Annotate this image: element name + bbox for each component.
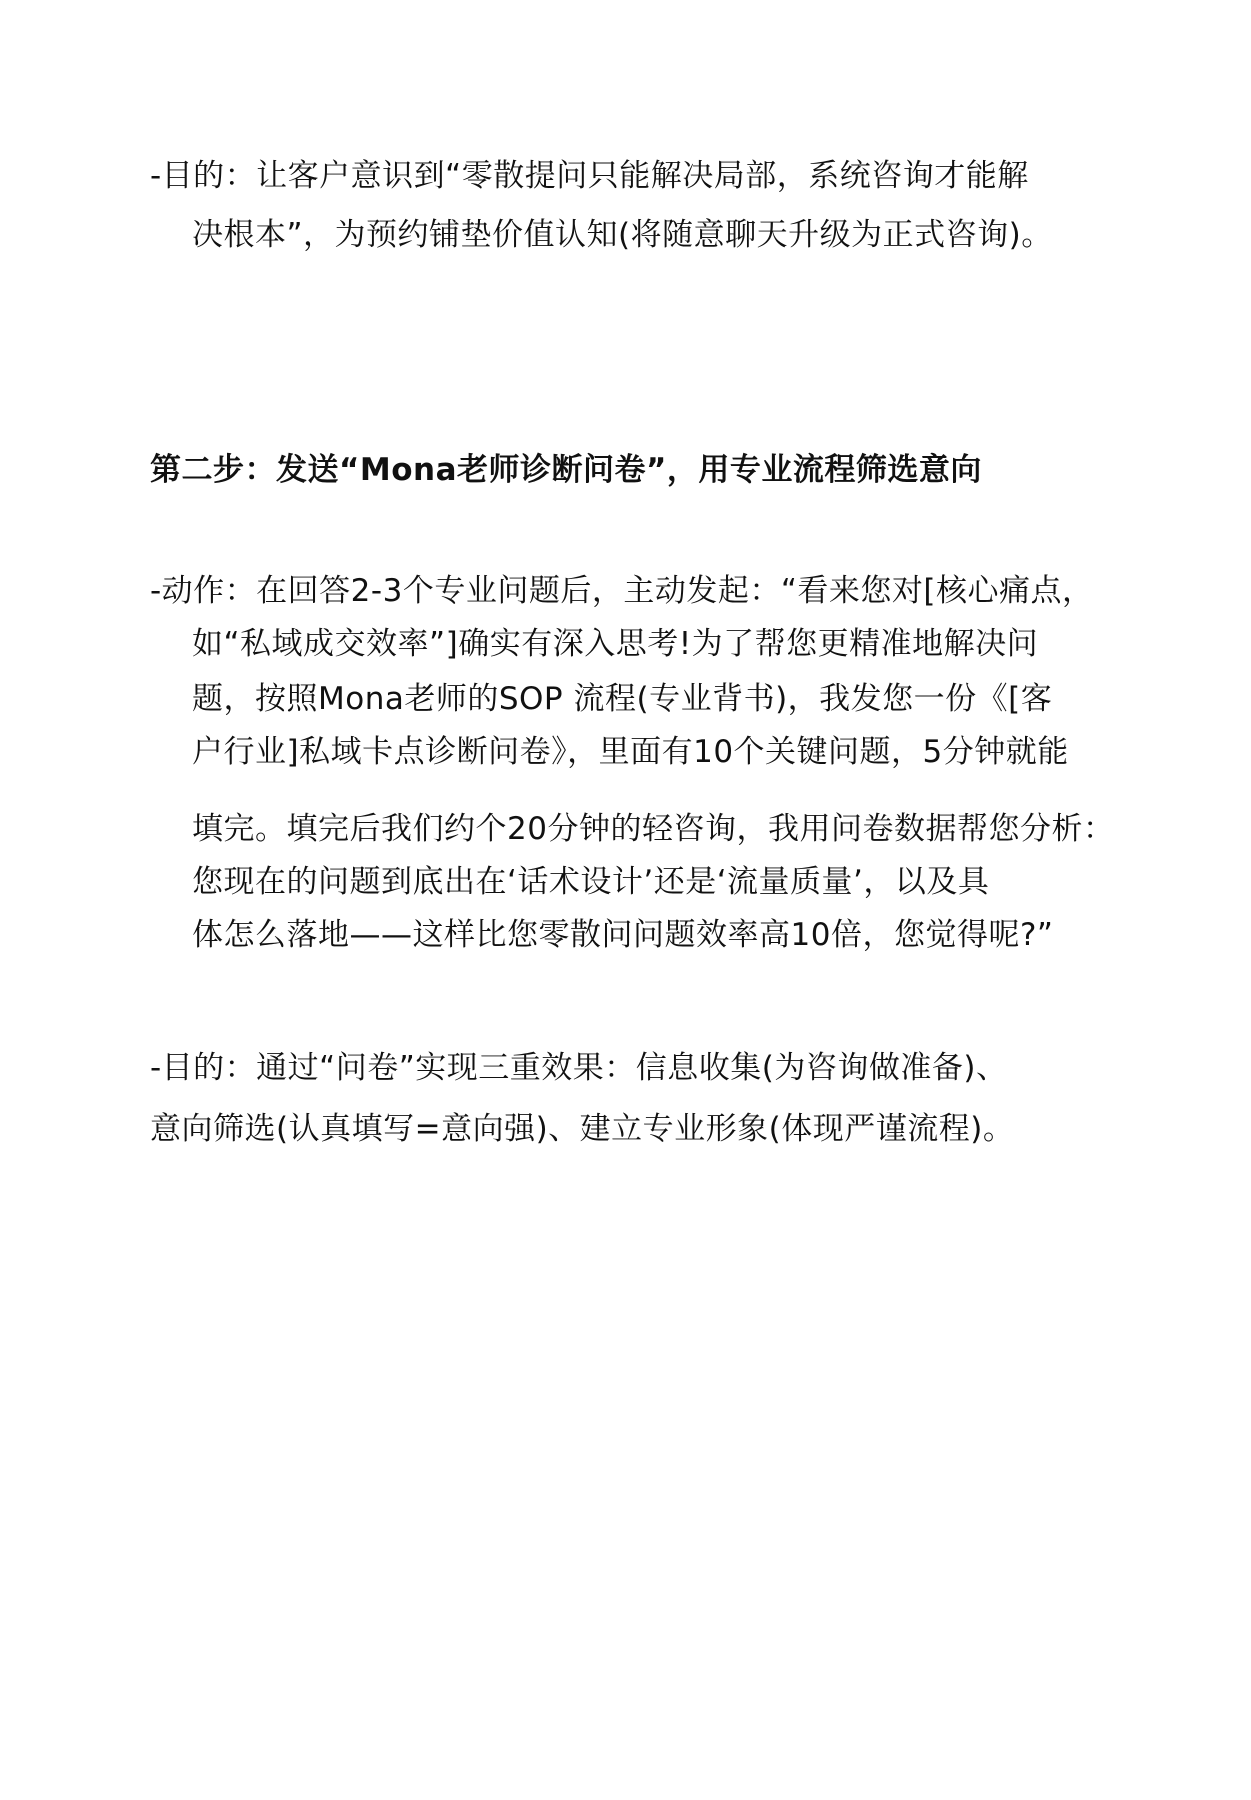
action-line-5: 填完。填完后我们约个20分钟的轻咨询，我用问卷数据帮您分析： bbox=[192, 811, 1115, 847]
purpose-2-line-2: 意向筛选(认真填写=意向强)、建立专业形象(体现严谨流程)。 bbox=[150, 1111, 1015, 1147]
purpose-1-line-1: -目的：让客户意识到“零散提问只能解决局部，系统咨询才能解 bbox=[150, 158, 1029, 194]
action-line-3: 题，按照Mona老师的SOP 流程(专业背书)，我发您一份《[客 bbox=[192, 681, 1053, 717]
action-line-4: 户行业]私域卡点诊断问卷》，里面有10个关键问题，5分钟就能 bbox=[192, 734, 1069, 770]
action-line-1: -动作：在回答2-3个专业问题后，主动发起：“看来您对[核心痛点， bbox=[150, 573, 1094, 609]
action-line-7: 体怎么落地——这样比您零散问问题效率高10倍，您觉得呢?” bbox=[192, 917, 1054, 953]
action-line-2: 如“私域成交效率”]确实有深入思考!为了帮您更精准地解决问 bbox=[192, 626, 1039, 662]
action-line-6: 您现在的问题到底出在‘话术设计’还是‘流量质量’，以及具 bbox=[192, 864, 990, 900]
purpose-1-line-2: 决根本”，为预约铺垫价值认知(将随意聊天升级为正式咨询)。 bbox=[192, 217, 1053, 253]
section-heading: 第二步：发送“Mona老师诊断问卷”，用专业流程筛选意向 bbox=[150, 452, 982, 488]
purpose-2-line-1: -目的：通过“问卷”实现三重效果：信息收集(为咨询做准备)、 bbox=[150, 1050, 1008, 1086]
